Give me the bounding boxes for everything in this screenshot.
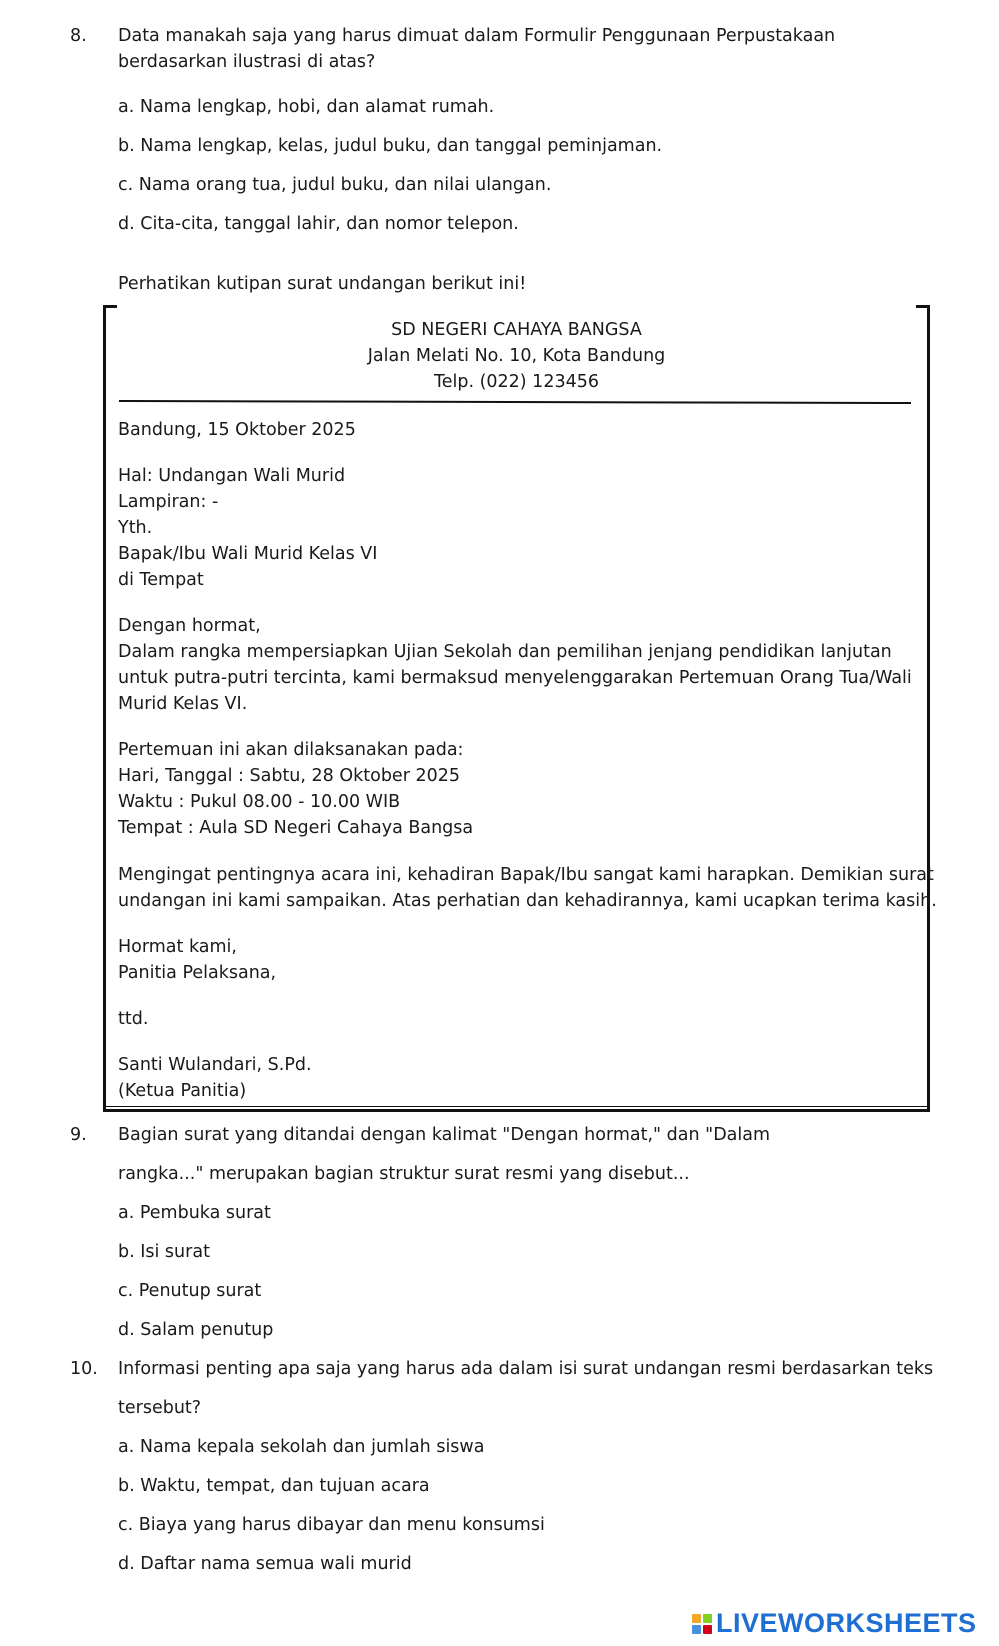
- liveworksheets-logo-icon: [692, 1614, 712, 1634]
- logo-tile-red: [703, 1625, 712, 1634]
- letter-frame-corner-left: [103, 305, 117, 308]
- letter-meeting-time: Waktu : Pukul 08.00 - 10.00 WIB: [118, 792, 401, 812]
- q8-question-line1: Data manakah saja yang harus dimuat dalam Formulir Penggunaan Perpustakaan: [118, 26, 836, 46]
- q10-question-line1: Informasi penting apa saja yang harus ada dalam isi surat undangan resmi berdasarkan teks: [118, 1359, 934, 1379]
- letter-phone: Telp. (022) 123456: [433, 372, 599, 392]
- q9-option-a[interactable]: a. Pembuka surat: [118, 1203, 271, 1223]
- q10-option-a[interactable]: a. Nama kepala sekolah dan jumlah siswa: [118, 1437, 485, 1457]
- logo-tile-orange: [692, 1614, 701, 1623]
- q9-question-line2: rangka..." merupakan bagian struktur surat resmi yang disebut...: [118, 1164, 690, 1184]
- letter-signer-name: Santi Wulandari, S.Pd.: [118, 1055, 312, 1075]
- q8-option-a[interactable]: a. Nama lengkap, hobi, dan alamat rumah.: [118, 97, 495, 117]
- q9-number: 9.: [70, 1125, 87, 1145]
- letter-recipient-place: di Tempat: [118, 570, 204, 590]
- letter-committee: Panitia Pelaksana,: [118, 963, 277, 983]
- liveworksheets-logo[interactable]: [692, 1608, 977, 1639]
- q8-question-line2: berdasarkan ilustrasi di atas?: [118, 52, 376, 72]
- letter-body-line2: untuk putra-putri tercinta, kami bermaksud menyelenggarakan Pertemuan Orang Tua/Wali: [118, 668, 912, 688]
- letter-body-line1: Dalam rangka mempersiapkan Ujian Sekolah dan pemilihan jenjang pendidikan lanjutan: [118, 642, 892, 662]
- letter-body-line3: Murid Kelas VI.: [118, 694, 248, 714]
- letter-signer-title: (Ketua Panitia): [118, 1081, 247, 1101]
- letter-subject: Hal: Undangan Wali Murid: [118, 466, 346, 486]
- letter-meeting-day: Hari, Tanggal : Sabtu, 28 Oktober 2025: [118, 766, 460, 786]
- q8-number: 8.: [70, 26, 87, 46]
- letter-date: Bandung, 15 Oktober 2025: [118, 420, 356, 440]
- letter-signature: ttd.: [118, 1009, 149, 1029]
- q10-option-b[interactable]: b. Waktu, tempat, dan tujuan acara: [118, 1476, 430, 1496]
- letter-attachment: Lampiran: -: [118, 492, 219, 512]
- letter-address: Jalan Melati No. 10, Kota Bandung: [367, 346, 666, 366]
- q9-option-c[interactable]: c. Penutup surat: [118, 1281, 262, 1301]
- logo-tile-blue: [692, 1625, 701, 1634]
- q8-option-b[interactable]: b. Nama lengkap, kelas, judul buku, dan tanggal peminjaman.: [118, 136, 663, 156]
- q9-question-line1: Bagian surat yang ditandai dengan kalimat "Dengan hormat," dan "Dalam: [118, 1125, 771, 1145]
- q9-option-d[interactable]: d. Salam penutup: [118, 1320, 274, 1340]
- letter-closing-line1: Mengingat pentingnya acara ini, kehadiran Bapak/Ibu sangat kami harapkan. Demikian surat: [118, 865, 934, 885]
- q8-option-d[interactable]: d. Cita-cita, tanggal lahir, dan nomor telepon.: [118, 214, 519, 234]
- q10-question-line2: tersebut?: [118, 1398, 202, 1418]
- letter-greeting: Dengan hormat,: [118, 616, 261, 636]
- q9-option-b[interactable]: b. Isi surat: [118, 1242, 210, 1262]
- liveworksheets-logo-text: LIVEWORKSHEETS: [716, 1608, 977, 1638]
- letter-meeting-intro: Pertemuan ini akan dilaksanakan pada:: [118, 740, 464, 760]
- letter-closing-line2: undangan ini kami sampaikan. Atas perhatian dan kehadirannya, kami ucapkan terima kasih.: [118, 891, 937, 911]
- q10-number: 10.: [70, 1359, 98, 1379]
- letter-recipient: Bapak/Ibu Wali Murid Kelas VI: [118, 544, 378, 564]
- instruction-text: Perhatikan kutipan surat undangan berikut ini!: [118, 274, 527, 294]
- letter-yth: Yth.: [118, 518, 153, 538]
- letter-meeting-place: Tempat : Aula SD Negeri Cahaya Bangsa: [118, 818, 474, 838]
- q8-option-c[interactable]: c. Nama orang tua, judul buku, dan nilai ulangan.: [118, 175, 552, 195]
- logo-tile-green: [703, 1614, 712, 1623]
- letter-frame-corner-right: [916, 305, 930, 308]
- letter-school-name: SD NEGERI CAHAYA BANGSA: [391, 320, 642, 340]
- letter-regards: Hormat kami,: [118, 937, 237, 957]
- q10-option-c[interactable]: c. Biaya yang harus dibayar dan menu konsumsi: [118, 1515, 545, 1535]
- q10-option-d[interactable]: d. Daftar nama semua wali murid: [118, 1554, 412, 1574]
